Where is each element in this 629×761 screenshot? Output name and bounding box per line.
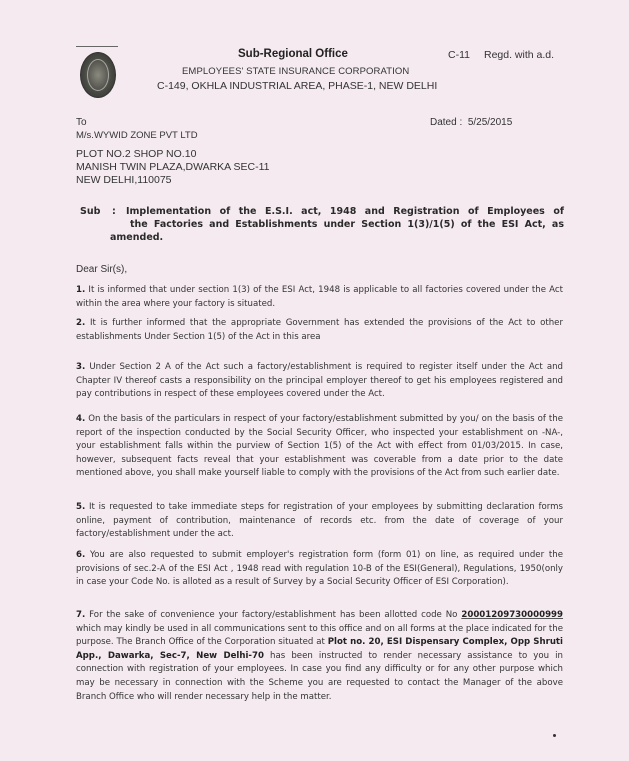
paragraph-text: Under Section 2 A of the Act such a factory/establishment is required to register itself under the Act and Chapter IV thereof casts a responsibility on the principal employer thereof to get his employees registered and pay contributions in respect of these employees covered under the Act. <box>76 362 563 400</box>
address-line: PLOT NO.2 SHOP NO.10 <box>76 148 197 160</box>
subject-colon: : <box>112 206 116 217</box>
paragraph-text: For the sake of convenience your factory/establishment has been allotted code No <box>89 610 458 620</box>
office-name: Sub-Regional Office <box>238 48 348 60</box>
recipient-name: M/s.WYWID ZONE PVT LTD <box>76 130 198 141</box>
esic-emblem-icon <box>80 52 116 98</box>
employer-code: 20001209730000999 <box>461 610 564 620</box>
salutation: Dear Sir(s), <box>76 264 128 275</box>
logo-rule <box>76 46 118 47</box>
recipient-address <box>76 148 270 187</box>
paragraph-2 <box>76 317 563 344</box>
dated-label: Dated : <box>430 117 463 128</box>
subject-label: Sub <box>80 206 101 217</box>
paragraph-7 <box>76 609 563 704</box>
paragraph-text: which may kindly be used in all communications sent to this office and on all forms at the place indicated for the purpose. The Branch Office of the Corporation situated at <box>76 623 563 648</box>
paragraph-number: 4. <box>76 414 86 424</box>
address-line: NEW DELHI,110075 <box>76 174 172 186</box>
paragraph-number: 7. <box>76 610 86 620</box>
paragraph-number: 1. <box>76 285 86 295</box>
paragraph-number: 2. <box>76 318 86 328</box>
address-line: MANISH TWIN PLAZA,DWARKA SEC-11 <box>76 161 270 173</box>
paragraph-text: It is informed that under section 1(3) of the ESI Act, 1948 is applicable to all factories covered under the Act within the area where your factory is situated. <box>76 285 563 309</box>
dispatch-mode: Regd. with a.d. <box>484 49 555 61</box>
subject-line: Implementation of the E.S.I. act, 1948 and Registration of Employees of <box>126 206 564 217</box>
paragraph-text: It is requested to take immediate steps for registration of your employees by submitting declaration forms online, payment of contribution, maintenance of records etc. from the date of coverage of your factory/establishment under the act. <box>76 502 563 540</box>
organization-name: EMPLOYEES' STATE INSURANCE CORPORATION <box>182 66 410 77</box>
emblem-inner <box>87 59 109 91</box>
paragraph-number: 6. <box>76 550 86 560</box>
to-label: To <box>76 117 87 128</box>
paragraph-3 <box>76 361 563 402</box>
paragraph-1 <box>76 284 563 311</box>
subject-line: the Factories and Establishments under Section 1(3)/1(5) of the ESI Act, as <box>130 219 564 230</box>
page-mark <box>553 734 556 737</box>
form-code: C-11 <box>448 49 470 61</box>
paragraph-text: It is further informed that the appropriate Government has extended the provisions of the Act to other establishments Under Section 1(5) of the Act in this area <box>76 318 563 342</box>
subject-line: amended. <box>110 232 164 243</box>
branch-office-address: Plot no. 20, ESI Dispensary Complex, Opp Shruti App., Dawarka, Sec-7, New Delhi-70 <box>76 637 563 661</box>
paragraph-number: 5. <box>76 502 86 512</box>
paragraph-6 <box>76 549 563 590</box>
paragraph-4 <box>76 413 563 481</box>
paragraph-text: has been instructed to render necessary assistance to you in connection with registration of your employees. In case you find any difficulty or for any other purpose which may be necessary in connection with the Scheme you are requested to contact the Manager of the above Branch Office who will render necessary help in the matter. <box>76 650 563 702</box>
office-address: C-149, OKHLA INDUSTRIAL AREA, PHASE-1, NEW DELHI <box>157 80 438 92</box>
paragraph-5 <box>76 501 563 542</box>
paragraph-number: 3. <box>76 362 86 372</box>
paragraph-text: On the basis of the particulars in respect of your factory/establishment submitted by you/ on the basis of the report of the inspection conducted by the Social Security Officer, who inspected your establishment on -NA-, your establishment falls within the purview of Section 1(5) of the Act with effect from 01/03/2015. In case, however, subsequent facts reveal that your establishment was coverable from a date prior to the date mentioned above, you shall make yourself liable to comply with the provisions of the Act from such earlier date. <box>76 414 563 479</box>
paragraph-text: You are also requested to submit employer's registration form (form 01) on line, as required under the provisions of sec.2-A of the ESI Act , 1948 read with regulation 10-B of the ESI(General), Regulations, 1950(only in case your Code No. is alloted as a result of Survey by a Social Security Officer of ESI Corporation). <box>76 550 564 588</box>
dated-value: 5/25/2015 <box>467 117 513 128</box>
dated <box>430 117 512 128</box>
